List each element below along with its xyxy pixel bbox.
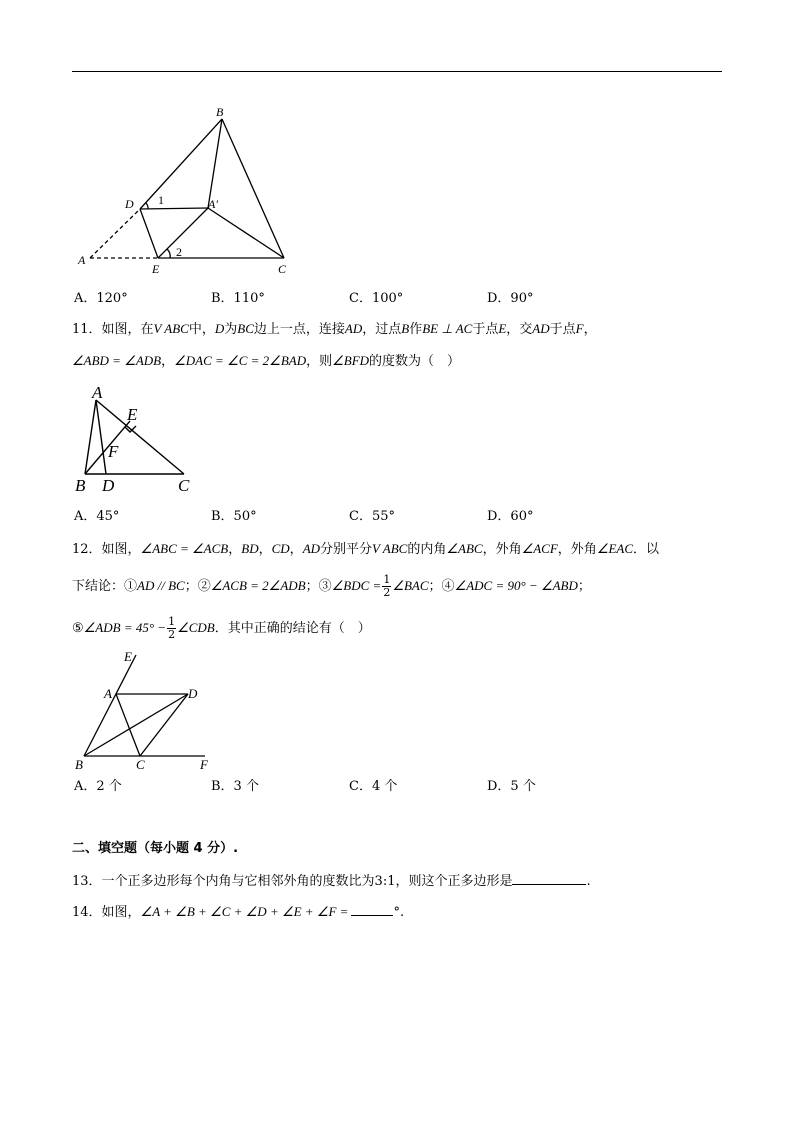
q11-line-1 [72,320,597,339]
q14-line [72,903,404,922]
q12-text: ；② [184,579,211,594]
header-rule [72,71,722,72]
q11-text: 为 [224,322,238,337]
q12-text: ；③ [305,579,332,594]
q11-label-F: F [108,442,119,461]
q11-math: V ABC [153,321,189,336]
q14-text: °. [393,905,405,920]
q11-line-2 [72,352,460,371]
q10-option-c: C．100° [349,291,404,306]
q11-text: 中， [188,322,215,337]
q12-math: ∠ACB = 2∠ADB [210,578,306,593]
q12-fraction [382,574,391,599]
q12-label-F: F [200,757,208,772]
section-heading: 二、填空题（每小题 4 分）. [72,841,239,856]
q12-text: ， [228,542,242,557]
fraction-numerator: 1 [168,615,176,628]
q11-text: ，过点 [362,322,402,337]
q12-math: ∠ABC = ∠ACB [140,541,229,556]
q12-math: ∠BDC = [331,578,382,593]
q12-math: ∠EAC [596,541,634,556]
q11-label-E: E [127,405,138,424]
q11-math: AD [532,321,550,336]
q12-figure [70,645,230,775]
q12-text: 分别平分 [320,542,373,557]
q12-text: ；④ [428,579,455,594]
q11-math: ∠BFD [332,353,370,368]
q11-math: E [498,321,507,336]
q11-text: 边上一点，连接 [253,322,345,337]
q12-text: ； [577,579,591,594]
q12-option-a: A．2 个 [74,779,122,794]
q11-math: ∠DAC = ∠C = 2∠BAD [174,353,307,368]
q12-math: ∠ADC = 90° − ∠ABD [454,578,578,593]
q12-label-E: E [124,649,132,664]
q12-math: V ABC [372,541,408,556]
q12-text: ，外角 [482,542,522,557]
q12-text: 的内角 [407,542,447,557]
q13-text: . [586,874,591,889]
q14-answer-blank[interactable] [351,903,393,916]
q12-math: ∠ABC [446,541,483,556]
q13-answer-blank[interactable] [512,872,586,885]
q11-option-c: C．55° [349,509,395,524]
fraction-denominator: 2 [168,628,176,641]
q11-option-a: A．45° [74,509,120,524]
q12-label-C: C [136,757,145,772]
q12-math: BD [241,541,259,556]
q12-math: CD [271,541,290,556]
q12-label-B: B [75,757,83,772]
q12-line-2 [72,574,591,599]
q10-label-B: B [216,105,224,119]
q12-label-D: D [188,686,198,701]
q11-math: B [401,321,410,336]
q12-option-b: B．3 个 [211,779,259,794]
q11-text: 11．如图，在 [72,322,154,337]
q12-line-3 [72,616,371,641]
q14-math: ∠A + ∠B + ∠C + ∠D + ∠E + ∠F = [140,904,349,919]
q12-math: ∠ADB = 45° − [83,620,167,635]
fraction-numerator: 1 [383,573,391,586]
q10-label-A: A [78,253,86,267]
q12-math: AD // BC [137,578,185,593]
q11-label-B: B [75,476,86,495]
fraction-denominator: 2 [383,586,391,599]
q10-label-E: E [152,262,160,276]
q11-math: ∠ABD = ∠ADB [72,353,162,368]
q11-option-b: B．50° [211,509,257,524]
q10-label-two: 2 [176,245,182,259]
q10-option-d: D．90° [487,291,534,306]
q11-text: 作 [409,322,423,337]
q11-text: 于点 [549,322,576,337]
q11-figure [70,380,210,495]
q11-text: ， [161,354,175,369]
q13-text: 13．一个正多边形每个内角与它相邻外角的度数比为 [72,874,375,889]
q11-text: ，交 [506,322,533,337]
q12-text: ．以 [633,542,660,557]
q14-text: 14．如图， [72,905,141,920]
q12-text: ， [289,542,303,557]
q12-math: ∠BAC [392,578,429,593]
q10-label-C: C [278,262,287,276]
q10-label-A-prime: A′ [208,197,218,211]
q11-option-d: D．60° [487,509,534,524]
q12-math: AD [302,541,321,556]
q11-text: 的度数为（ ） [369,354,461,369]
q12-option-c: C．4 个 [349,779,398,794]
q11-text: ，则 [306,354,333,369]
q10-label-one: 1 [158,193,164,207]
q10-label-D: D [125,197,134,211]
q12-option-d: D．5 个 [487,779,536,794]
q12-text: ．其中正确的结论有（ ） [214,621,371,636]
q11-math: D [214,321,225,336]
q12-line-1 [72,540,659,559]
q11-label-D: D [102,476,115,495]
q11-label-C: C [178,476,190,495]
q12-text: ⑤ [72,621,84,636]
q13-line [72,872,591,891]
q12-text: ， [258,542,272,557]
q12-text: 12．如图， [72,542,141,557]
q13-ratio: 3:1 [374,874,396,889]
q12-fraction [167,616,176,641]
q11-label-A: A [92,383,103,402]
q10-option-b: B．110° [211,291,265,306]
q12-math: ∠ACF [521,541,558,556]
q13-text: ，则这个正多边形是 [395,874,513,889]
q11-math: F [575,321,584,336]
q12-math: ∠CDB [177,620,215,635]
q11-math: AD [344,321,363,336]
q10-option-a: A．120° [74,291,128,306]
q12-label-A: A [104,686,112,701]
q11-math: BE ⊥ AC [422,321,473,336]
q12-text: 下结论：① [72,579,138,594]
q11-text: 于点 [472,322,499,337]
q12-text: ，外角 [557,542,597,557]
q11-text: ， [583,322,597,337]
q10-figure [70,100,310,280]
q11-math: BC [237,321,254,336]
